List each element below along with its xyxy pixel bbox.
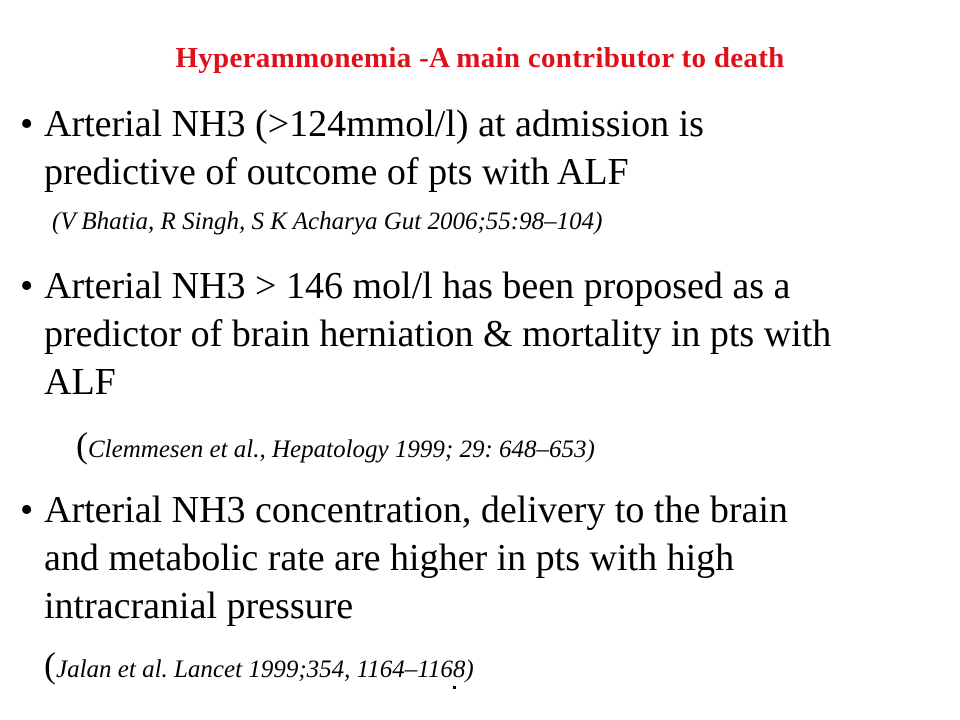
bullet-3-text	[44, 486, 788, 630]
bullet-2-line-1: Arterial NH3 > 146 mol/l has been proposed as a	[44, 265, 791, 307]
citation-2-text: Clemmesen et al., Hepatology 1999; 29: 648–653)	[88, 436, 595, 463]
citation-1-text: (V Bhatia, R Singh, S K Acharya Gut 2006;55:98–104)	[52, 208, 603, 235]
citation-3-paren: (	[44, 645, 56, 685]
slide-title: Hyperammonemia -A main contributor to death	[175, 42, 785, 74]
footer-dot	[453, 686, 456, 689]
bullet-1-marker: •	[20, 103, 34, 145]
bullet-2-line-2: predictor of brain herniation & mortality in pts with	[44, 313, 832, 355]
bullet-1-citation	[52, 208, 602, 236]
bullet-3-line-3: intracranial pressure	[44, 585, 354, 627]
citation-2-paren: (	[76, 425, 88, 465]
bullet-3-line-2: and metabolic rate are higher in pts with high	[44, 537, 735, 579]
bullet-3-marker: •	[20, 489, 34, 531]
bullet-1-line-2: predictive of outcome of pts with ALF	[44, 151, 629, 193]
bullet-1-line-1: Arterial NH3 (>124mmol/l) at admission is	[44, 103, 704, 145]
bullet-2-text	[44, 262, 831, 406]
bullet-2-line-3: ALF	[44, 361, 116, 403]
bullet-1-text	[44, 100, 704, 196]
bullet-3-citation	[44, 644, 474, 686]
citation-3-text: Jalan et al. Lancet 1999;354, 1164–1168)	[56, 656, 474, 683]
bullet-3-line-1: Arterial NH3 concentration, delivery to the brain	[44, 489, 788, 531]
bullet-2-citation	[76, 424, 595, 466]
bullet-2-marker: •	[20, 265, 34, 307]
